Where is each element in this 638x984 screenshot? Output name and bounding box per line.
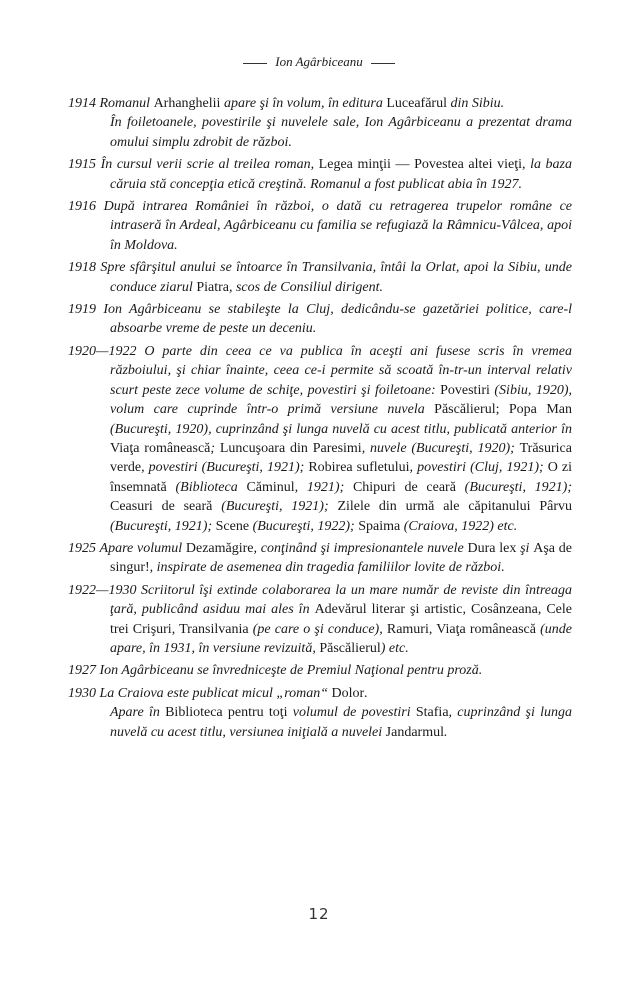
work-title: Păscălierul; Popa Man bbox=[434, 402, 572, 418]
entry-text: , conţinând şi impresionantele nuvele bbox=[253, 540, 468, 556]
work-title: Dezamăgire bbox=[185, 540, 254, 556]
entry-text: , inspirate de asemenea din tragedia familiilor lovite de război. bbox=[149, 560, 505, 576]
entry-text: (Bucureşti, 1921); bbox=[110, 518, 216, 534]
work-title: Dolor bbox=[331, 685, 365, 701]
running-head bbox=[0, 54, 638, 70]
work-title: Scene bbox=[215, 518, 250, 534]
chronology-entry bbox=[68, 539, 572, 578]
work-title: Ceasuri de seară bbox=[110, 499, 213, 515]
entry-paragraph bbox=[110, 113, 572, 152]
entry-year: 1927 bbox=[68, 663, 96, 679]
page-number: 12 bbox=[308, 905, 330, 923]
entry-text: . bbox=[443, 724, 448, 740]
entry-text: Apare volumul bbox=[96, 540, 186, 556]
work-title: Chipuri de ceară bbox=[352, 479, 456, 495]
chronology-list bbox=[68, 94, 572, 745]
chronology-entry bbox=[68, 197, 572, 255]
entry-text: , 1921); bbox=[294, 479, 353, 495]
entry-text: apare şi în volum, în editura bbox=[220, 96, 387, 111]
work-title: Ramuri, Viaţa românească bbox=[386, 621, 536, 637]
work-title: Zilele din urmă ale căpitanului Pârvu bbox=[337, 499, 573, 515]
entry-year: 1920—1922 bbox=[68, 343, 137, 359]
entry-year: 1914 bbox=[68, 96, 96, 111]
chronology-entry bbox=[68, 155, 572, 194]
entry-year: 1930 bbox=[68, 685, 96, 701]
entry-text: (Craiova, 1922) etc. bbox=[400, 518, 518, 534]
entry-text: . bbox=[364, 685, 368, 701]
entry-text: Spre sfârşitul anului se întoarce în Transilvania, întâi la Orlat, apoi la Sibiu, unde conduce ziarul bbox=[96, 260, 572, 295]
running-head-text: Ion Agârbiceanu bbox=[275, 54, 363, 69]
work-title: Stafia bbox=[415, 705, 449, 721]
entry-text: După intrarea României în război, o dată cu retragerea trupelor române ce intraseră în Ardeal, Agârbiceanu cu familia se refugiază la Râmnicu-Vâlcea, apoi în Moldova. bbox=[96, 199, 572, 253]
work-title: Dura lex bbox=[467, 540, 517, 556]
work-title: Legea minţii — Povestea altei vieţi bbox=[318, 157, 522, 173]
chronology-entry bbox=[68, 94, 572, 152]
entry-text: Scriitorul îşi extinde colaborarea la un mare număr de reviste din întreaga ţară, publicând asiduu mai ales în bbox=[110, 582, 572, 618]
work-title: Viaţa românească bbox=[110, 440, 211, 456]
work-title: Povestiri bbox=[440, 382, 490, 398]
entry-text: , cuprinzând şi lunga nuvelă cu acest titlu, versiunea iniţială a nuvelei bbox=[110, 705, 573, 740]
entry-text: O parte din ceea ce va publica în aceşti ani fusese scris în vremea războiului, şi chiar înainte, ceea ce-i permite să scoată în-tr-un interval relativ scurt peste zece volume de schiţe, povestiri şi foiletoane: bbox=[110, 343, 572, 398]
work-title: Piatra bbox=[196, 279, 229, 295]
entry-text: volumul de povestiri bbox=[287, 705, 416, 721]
chronology-entry bbox=[68, 661, 572, 680]
entry-paragraph bbox=[110, 703, 572, 742]
work-title: Spaima bbox=[358, 518, 401, 534]
entry-text: ; bbox=[210, 440, 220, 456]
left-rule bbox=[243, 63, 267, 64]
chronology-entry bbox=[68, 342, 572, 536]
entry-text: (Bucureşti, 1921); bbox=[455, 479, 573, 495]
entry-text: (pe care o şi conduce), bbox=[248, 621, 387, 637]
chronology-entry bbox=[68, 300, 572, 339]
entry-text: ) etc. bbox=[380, 640, 409, 656]
work-title: Biblioteca pentru toţi bbox=[165, 705, 288, 721]
work-title: O zi însemnată bbox=[110, 460, 572, 495]
entry-text: Apare în bbox=[110, 705, 166, 721]
work-title: Luceafărul bbox=[386, 96, 447, 111]
entry-text: (Bucureşti, 1922); bbox=[249, 518, 359, 534]
entry-year: 1915 bbox=[68, 157, 96, 173]
right-rule bbox=[371, 63, 395, 64]
entry-text: La Craiova este publicat micul „roman“ bbox=[96, 685, 332, 701]
entry-text: În foiletoanele, povestirile şi nuvelele sale, Ion Agârbiceanu a prezentat drama omului simplu zdrobit de război. bbox=[110, 115, 572, 150]
entry-year: 1922—1930 bbox=[68, 582, 137, 598]
work-title: Arhanghelii bbox=[153, 96, 221, 111]
work-title: Căminul bbox=[246, 479, 295, 495]
entry-year: 1925 bbox=[68, 540, 96, 556]
entry-text: , nuvele (Bucureşti, 1920); bbox=[361, 440, 520, 456]
entry-text: (unde apare, în 1931, în versiune revizuită, bbox=[110, 621, 572, 656]
entry-text: În cursul verii scrie al treilea roman, bbox=[96, 157, 319, 173]
chronology-entry bbox=[68, 581, 572, 659]
work-title: Aşa de singur! bbox=[110, 540, 572, 576]
entry-text: Romanul bbox=[96, 96, 154, 111]
entry-text: (Bucureşti, 1921); bbox=[212, 499, 338, 515]
entry-text: , la baza căruia stă concepţia etică creştină. Romanul a fost publicat abia în 1927. bbox=[110, 157, 572, 192]
entry-text: din Sibiu. bbox=[446, 96, 505, 111]
work-title: Luncuşoara din Paresimi bbox=[219, 440, 362, 456]
entry-year: 1919 bbox=[68, 302, 96, 318]
work-title: Jandarmul bbox=[385, 724, 444, 740]
entry-text: (Bucureşti, 1920), cuprinzând şi lunga nuvelă cu acest titlu, publicată anterior în bbox=[110, 421, 572, 437]
entry-text: , povestiri (Bucureşti, 1921); bbox=[141, 460, 309, 476]
chronology-entry bbox=[68, 684, 572, 742]
work-title: Adevărul literar şi artistic, Cosânzeana, Cele trei Crişuri, Transilvania bbox=[110, 602, 572, 637]
work-title: Păscălierul bbox=[319, 640, 381, 656]
entry-year: 1916 bbox=[68, 199, 96, 215]
entry-text: şi bbox=[516, 540, 534, 556]
entry-text: , scos de Consiliul dirigent. bbox=[228, 279, 383, 295]
chronology-entry bbox=[68, 258, 572, 297]
entry-text: (Biblioteca bbox=[166, 479, 247, 495]
entry-text: Ion Agârbiceanu se învredniceşte de Premiul Naţional pentru proză. bbox=[96, 663, 483, 679]
work-title: Trăsurica verde bbox=[110, 440, 572, 476]
work-title: Robirea sufletului bbox=[308, 460, 410, 476]
entry-text: Ion Agârbiceanu se stabileşte la Cluj, dedicându-se gazetăriei politice, care-l absoarbe vreme de peste un deceniu. bbox=[96, 302, 572, 337]
entry-year: 1918 bbox=[68, 260, 96, 276]
entry-text: (Sibiu, 1920), volum care cuprinde într-o primă versiune nuvela bbox=[110, 382, 572, 418]
entry-text: , povestiri (Cluj, 1921); bbox=[409, 460, 548, 476]
